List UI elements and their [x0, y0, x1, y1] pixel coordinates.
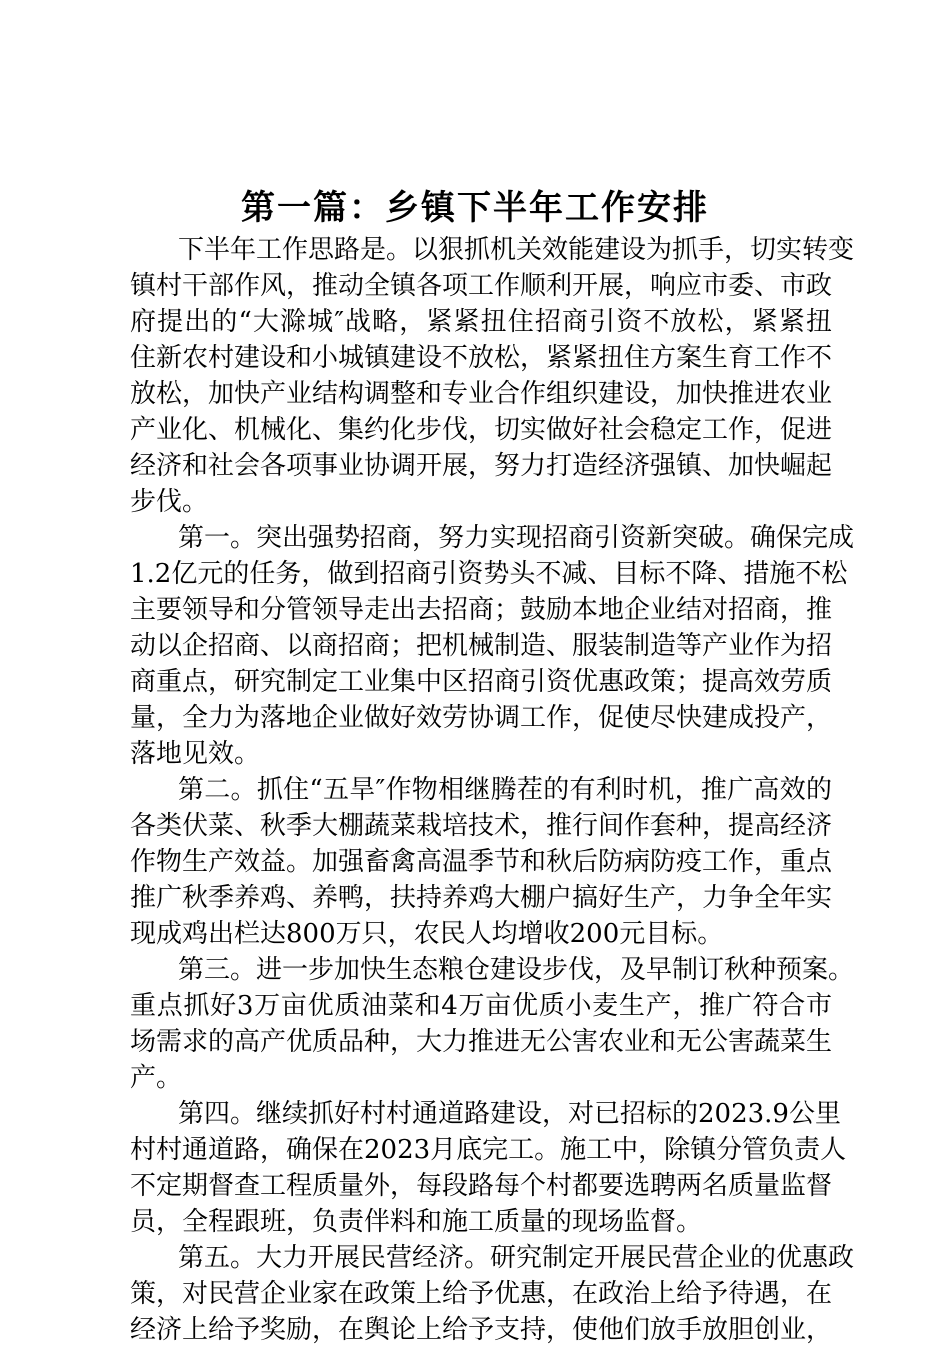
paragraph [130, 520, 855, 772]
text-line: 主要领导和分管领导走出去招商；鼓励本地企业结对招商，推 [130, 595, 833, 625]
text-line: 产业化、机械化、集约化步伐，切实做好社会稳定工作，促进 [130, 415, 833, 445]
text-line: 产。 [130, 1063, 183, 1093]
text-line: 住新农村建设和小城镇建设不放松，紧紧扭住方案生育工作不 [130, 343, 833, 373]
text-line: 动以企招商、以商招商；把机械制造、服装制造等产业作为招 [130, 631, 833, 661]
text-line: 第四。继续抓好村村通道路建设，对已招标的2023.9公里 [178, 1099, 841, 1129]
text-line: 不定期督查工程质量外，每段路每个村都要选聘两名质量监督 [130, 1171, 833, 1201]
text-line: 1.2亿元的任务，做到招商引资势头不减、目标不降、措施不松 [130, 559, 848, 589]
text-line: 第一。突出强势招商，努力实现招商引资新突破。确保完成 [178, 523, 855, 553]
text-line: 放松，加快产业结构调整和专业合作组织建设，加快推进农业 [130, 379, 833, 409]
text-line: 推广秋季养鸡、养鸭，扶持养鸡大棚户搞好生产，力争全年实 [130, 883, 833, 913]
document-body [130, 232, 855, 1348]
paragraph [130, 232, 855, 520]
paragraph [130, 772, 832, 952]
text-line: 第五。大力开展民营经济。研究制定开展民营企业的优惠政 [178, 1243, 855, 1273]
text-line: 经济上给予奖励，在舆论上给予支持，使他们放手放胆创业， [130, 1315, 833, 1345]
text-line: 量，全力为落地企业做好效劳协调工作，促使尽快建成投产， [130, 703, 833, 733]
text-line: 重点抓好3万亩优质油菜和4万亩优质小麦生产，推广符合市 [130, 991, 832, 1021]
text-line: 现成鸡出栏达800万只，农民人均增收200元目标。 [130, 919, 724, 949]
document-title: 第一篇：乡镇下半年工作安排 [241, 188, 709, 228]
text-line: 员，全程跟班，负责伴料和施工质量的现场监督。 [130, 1207, 703, 1237]
paragraph [130, 1096, 847, 1240]
text-line: 村村通道路，确保在2023月底完工。施工中，除镇分管负责人 [130, 1135, 847, 1165]
text-line: 作物生产效益。加强畜禽高温季节和秋后防病防疫工作，重点 [130, 847, 833, 877]
text-line: 第二。抓住“五旱″作物相继腾茬的有利时机，推广高效的 [178, 775, 832, 805]
text-line: 下半年工作思路是。以狠抓机关效能建设为抓手，切实转变 [178, 235, 855, 265]
text-line: 镇村干部作风，推动全镇各项工作顺利开展，响应市委、市政 [130, 271, 833, 301]
text-line: 落地见效。 [130, 739, 261, 769]
paragraph [130, 952, 855, 1096]
text-line: 策，对民营企业家在政策上给予优惠，在政治上给予待遇，在 [130, 1279, 833, 1309]
text-line: 府提出的“大滁城″战略，紧紧扭住招商引资不放松，紧紧扭 [130, 307, 832, 337]
text-line: 经济和社会各项事业协调开展，努力打造经济强镇、加快崛起 [130, 451, 833, 481]
text-line: 各类伏菜、秋季大棚蔬菜栽培技术，推行间作套种，提高经济 [130, 811, 833, 841]
text-line: 步伐。 [130, 487, 209, 517]
text-line: 商重点，研究制定工业集中区招商引资优惠政策；提高效劳质 [130, 667, 833, 697]
paragraph [130, 1240, 855, 1348]
text-line: 第三。进一步加快生态粮仓建设步伐，及早制订秋种预案。 [178, 955, 855, 985]
text-line: 场需求的高产优质品种，大力推进无公害农业和无公害蔬菜生 [130, 1027, 833, 1057]
